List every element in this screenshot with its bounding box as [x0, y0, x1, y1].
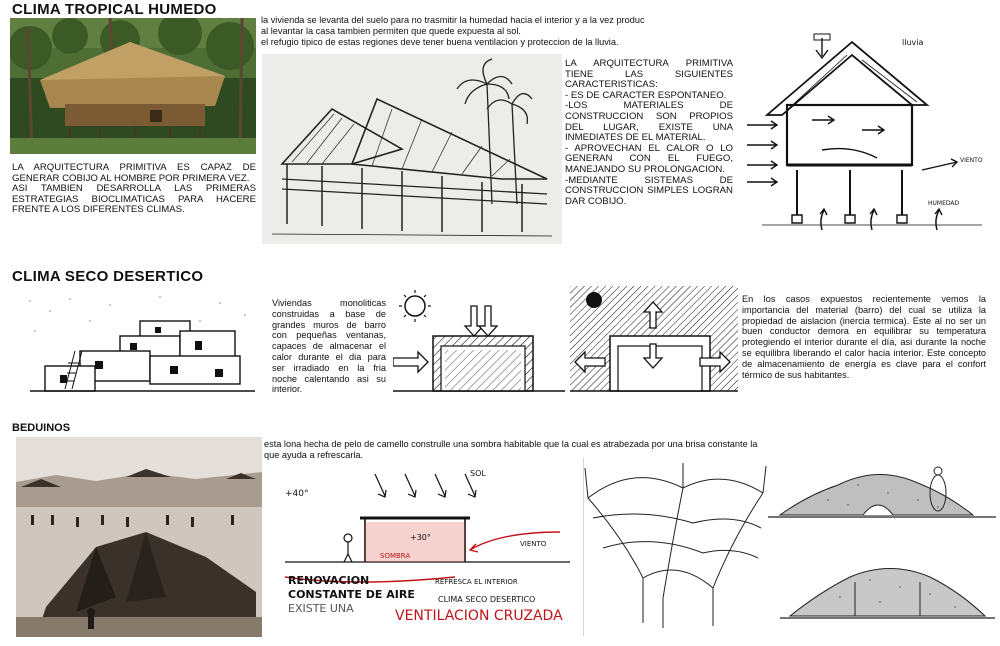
label-outside-temp: +40° — [285, 489, 309, 499]
stilt-house-sketch — [262, 54, 562, 244]
label-sun: SOL — [470, 469, 486, 478]
section-title-bedouins: BEDUINOS — [12, 422, 71, 434]
label-constant-air: CONSTANTE DE AIRE — [288, 588, 415, 601]
section-title-desert: CLIMA SECO DESERTICO — [12, 268, 204, 285]
tropical-right-text: LA ARQUITECTURA PRIMITIVA TIENE LAS SIGUIENTES CARACTERISTICAS: - ES DE CARACTER ESPONTANEO. -LOS MATERIALES DE CONSTRUCCION SON PROPIOS DEL LUGAR, EXISTE UNA INMEDIATES DE EL MATERIAL. - APROVECHAN EL CALOR O LO GENERAN CON EL FUEGO, MANEJANDO SU PROLONGACION. -MEDIANTE SISTEMAS DE CONSTRUCCION SIMPLES LOGRAN DAR COBIJO. — [565, 58, 733, 207]
label-inside-temp: +30° — [410, 533, 431, 542]
label-exists: EXISTE UNA — [288, 602, 354, 615]
label-rain: lluvia — [902, 38, 924, 47]
label-wind-bedouin: VIENTO — [520, 540, 547, 548]
tent-elevation-sketch — [768, 455, 996, 523]
tropical-hut-photo — [10, 18, 256, 154]
label-cross-ventilation: VENTILACION CRUZADA — [395, 608, 563, 624]
pueblo-sketch — [20, 291, 260, 399]
label-wind: VIENTO — [960, 157, 983, 164]
bedouin-intro-text: esta lona hecha de pelo de camello construlle una sombra habitable que la cual es atrabezada por una brisa constante la que ayuda a refrescarla. — [264, 439, 758, 460]
label-renovation: RENOVACION — [288, 574, 370, 587]
tent-structure-sketch — [583, 458, 768, 636]
tent-section-sketch — [270, 462, 580, 644]
tropical-climate-diagram — [742, 20, 992, 235]
label-humidity: HUMEDAD — [928, 200, 960, 207]
label-refresh: REFRESCA EL INTERIOR — [435, 578, 518, 586]
tropical-left-text: LA ARQUITECTURA PRIMITIVA ES CAPAZ DE GENERAR COBIJO AL HOMBRE POR PRIMERA VEZ. ASI TAMBIEN DESARROLLA LAS PRIMERAS ESTRATEGIAS BIOCLIMATICAS PARA HACERE FRENTE A LOS DIFERENTES CLIMAS. — [12, 162, 256, 216]
bedouin-tent-photo — [16, 437, 262, 637]
tropical-intro-text: la vivienda se levanta del suelo para no trasmitir la humedad hacia el interior y a la vez produc al levantar la casa tambien permiten que quede expuesta al sol. el refugio tipico de estas regiones deve tener buena ventilacion y proteccion de la lluvia. — [261, 15, 645, 47]
label-climate: CLIMA SECO DESERTICO — [438, 595, 536, 604]
desert-night-diagram — [570, 286, 738, 398]
desert-right-text: En los casos expuestos recientemente vemos la importancia del material (barro) del cual se utiliza la propiedad de aislacion (inercia termica). Este al no ser un buen conductor demora en equilibrar su temperatura protegiendo el interior durante el día, asi durante la noche se equilibra liberando el calor hacia interior. Este concepto de almacenamiento de energía es clave para el confort térmico de sus habitantes. — [742, 294, 986, 380]
label-shade: SOMBRA — [380, 552, 411, 560]
desert-left-text: Viviendas monoliticas construidas a base de grandes muros de barro con pequeñas ventanas, capaces de almacenar el calor durante el dia para ser irradiado en la fria noche calentando asi su interior. — [272, 298, 386, 395]
tent-elevation-sketch-lower — [780, 552, 995, 624]
desert-day-diagram — [393, 286, 565, 398]
section-title-tropical: CLIMA TROPICAL HUMEDO — [12, 1, 217, 18]
